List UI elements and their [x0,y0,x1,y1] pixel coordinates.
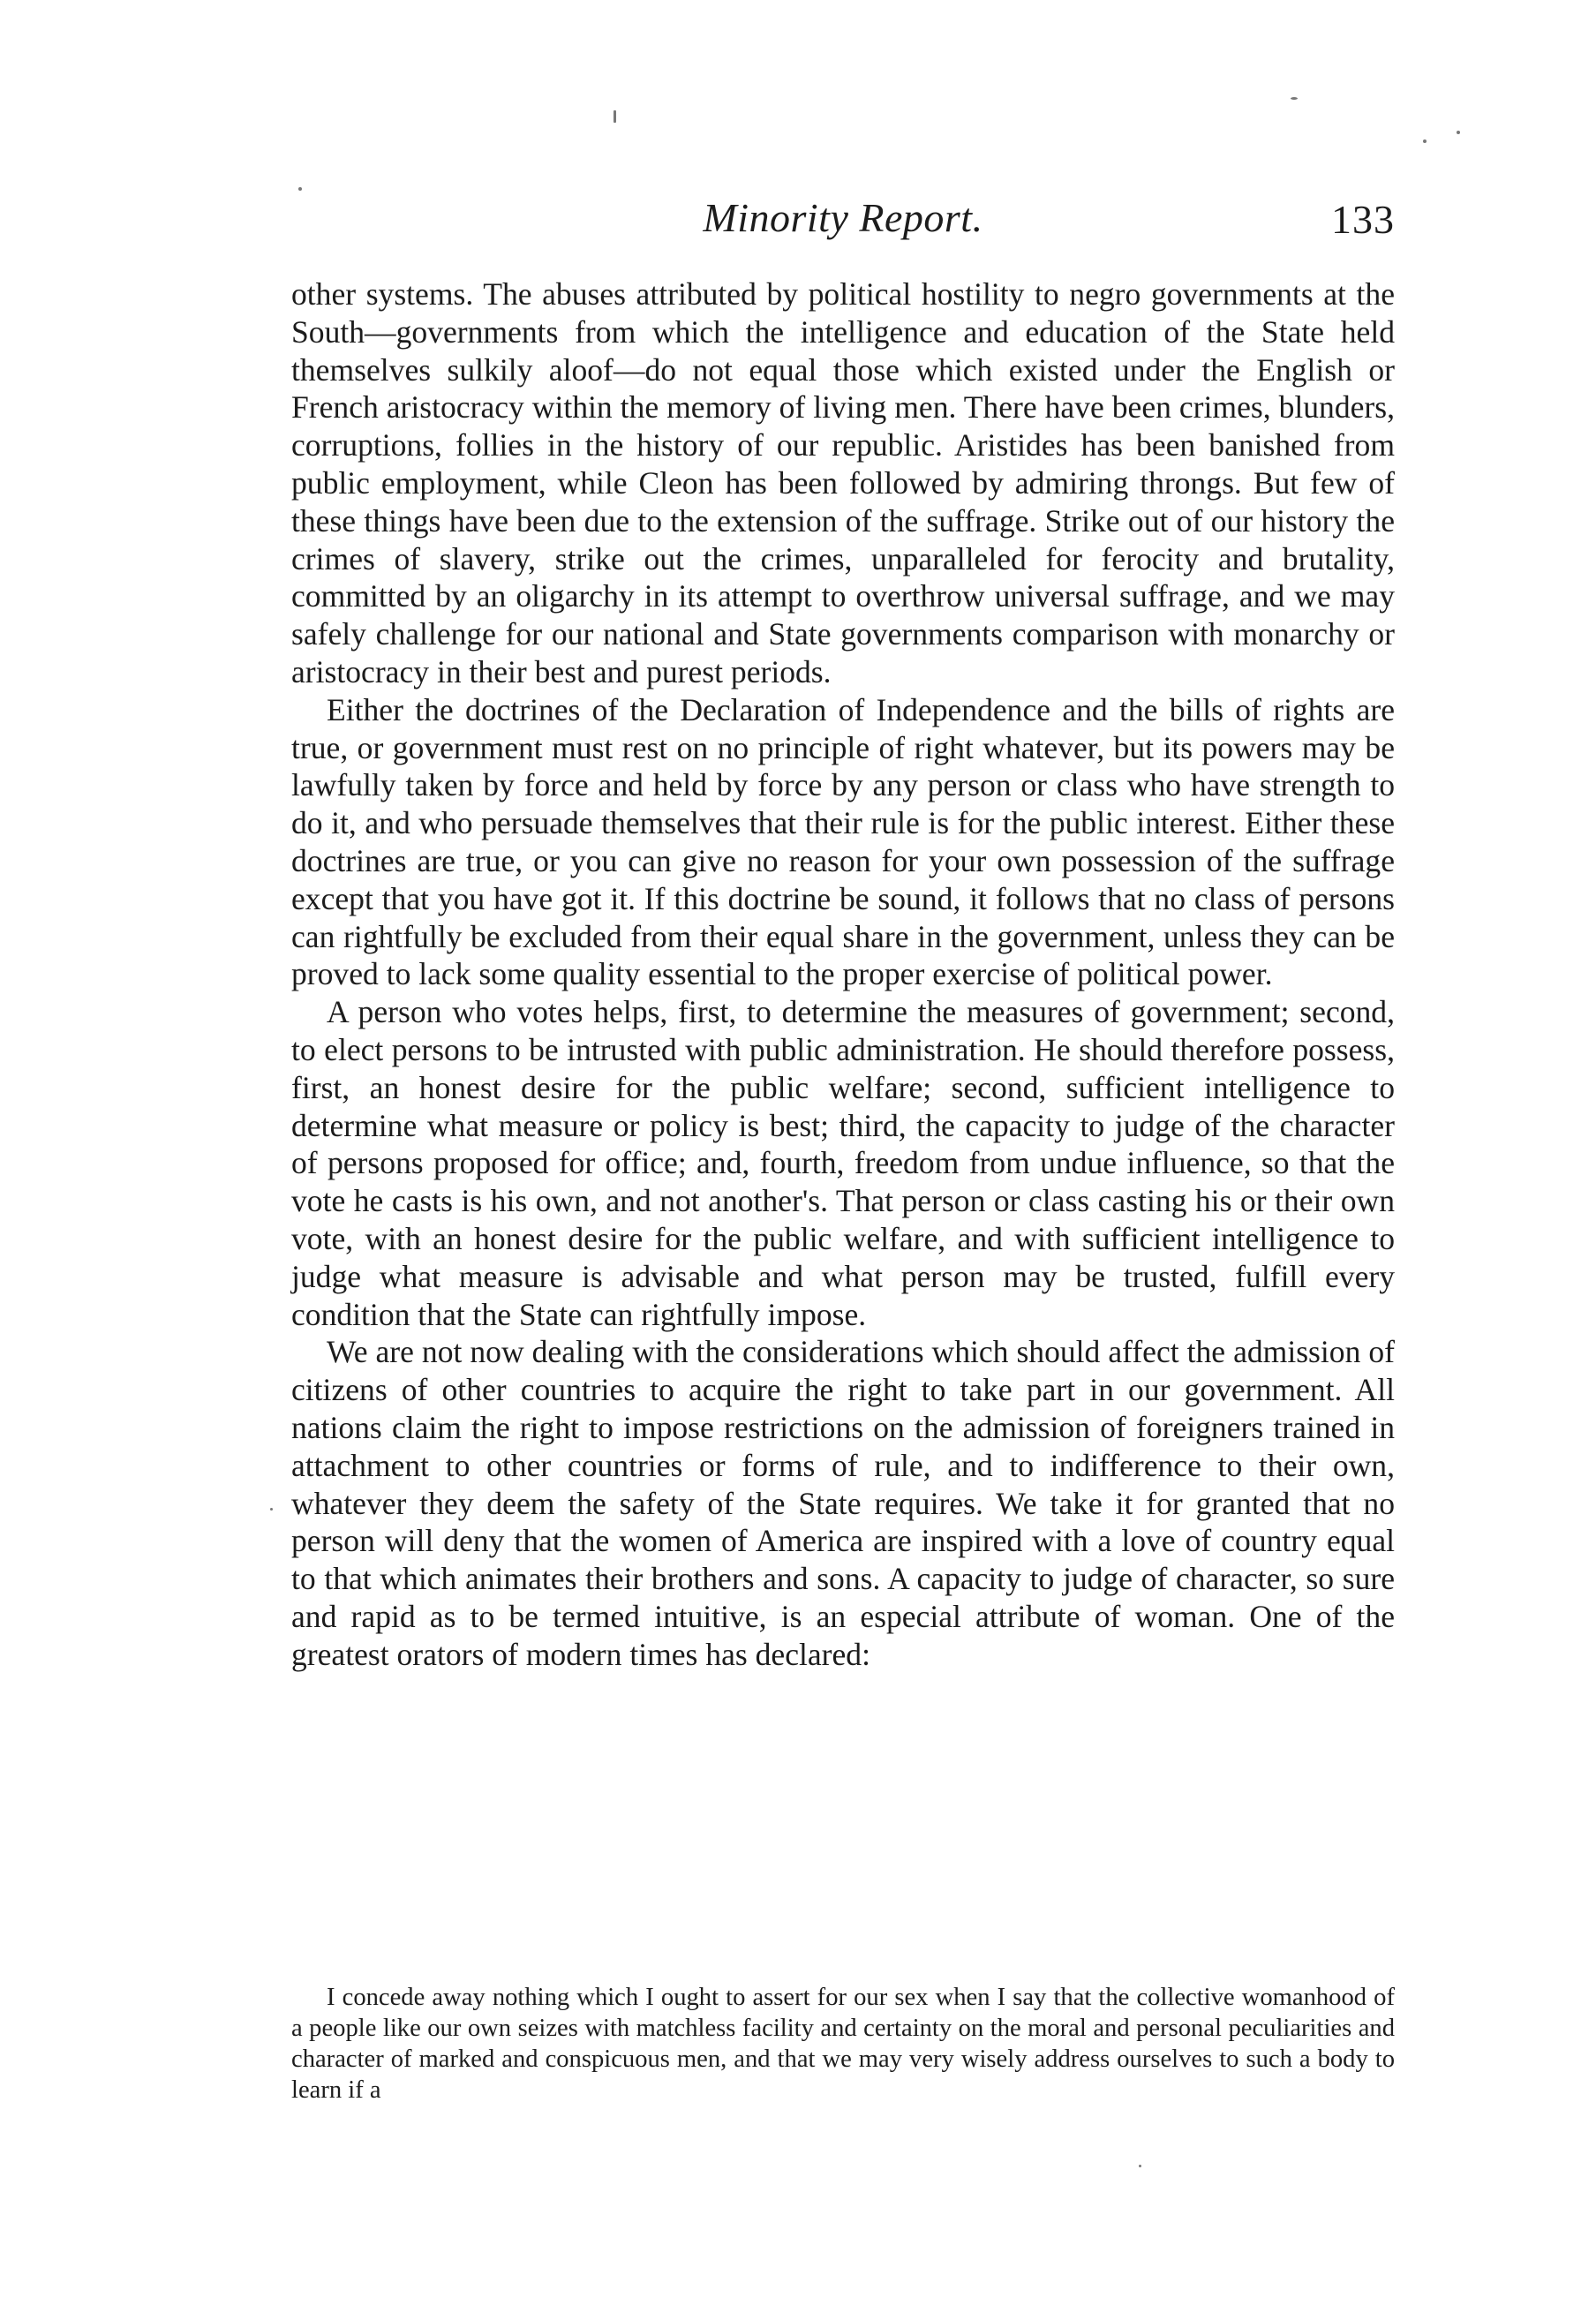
scan-speck [614,110,616,123]
running-head [291,187,1395,249]
block-quote: I concede away nothing which I ought to assert for our sex when I say that the collective womanhood of a people like our own seizes with matchless facility and certainty on the moral and personal peculiarities and character of marked and conspicuous men, and that we may very wisely address ourselves to such a body to learn if a [291,1984,1395,2104]
paragraph-2: Either the doctrines of the Declaration of Independence and the bills of rights are true, or government must rest on no principle of right whatever, but its powers may be lawfully taken by force and held by force by any person or class who have strength to do it, and who persuade themselves that their rule is for the public interest. Either these doctrines are true, or you can give no reason for your own possession of the suffrage except that you have got it. If this doctrine be sound, it follows that no class of persons can rightfully be excluded from their equal share in the government, unless they can be proved to lack some quality essential to the proper exercise of political power. [291,691,1395,992]
scan-speck [298,187,302,191]
running-title: Minority Report. [703,195,983,240]
scan-speck [1457,131,1460,134]
paragraph-4: We are not now dealing with the considerations which should affect the admission of citizens of other countries to acquire the right to take part in our government. All nations claim the right to impose restrictions on the admission of foreigners trained in attachment to other countries or forms of rule, and to indifference to their own, whatever they deem the safety of the State requires. We take it for granted that no person will deny that the women of America are inspired with a love of country equal to that which animates their brothers and sons. A capacity to judge of character, so sure and rapid as to be termed intuitive, is an especial attribute of woman. One of the greatest orators of modern times has declared: [291,1334,1395,1672]
scan-speck [1423,139,1427,143]
page-number: 133 [1331,197,1395,242]
scan-speck [270,1508,273,1511]
scan-speck [1139,2165,1141,2167]
paragraph-3: A person who votes helps, first, to determine the measures of government; second, to elect persons to be intrusted with public administration. He should therefore possess, first, an honest desire for the public welfare; second, sufficient intelligence to determine what measure or policy is best; third, the capacity to judge of the character of persons proposed for office; and, fourth, freedom from undue influence, so that the vote he casts is his own, and not another's. That person or class casting his or their own vote, with an honest desire for the public welfare, and with sufficient intelligence to judge what measure is advisable and what person may be trusted, fulfill every condition that the State can rightfully impose. [291,994,1395,1332]
paragraph-1: other systems. The abuses attributed by political hostility to negro governments at the South—governments from which the intelligence and education of the State held themselves sulkily aloof—do not equal those which existed under the English or French aristocracy within the memory of living men. There have been crimes, blunders, corruptions, follies in the history of our republic. Aristides has been banished from public employment, while Cleon has been followed by admiring throngs. But few of these things have been due to the extension of the suffrage. Strike out of our history the crimes of slavery, strike out the crimes, unparalleled for ferocity and brutality, committed by an oligarchy in its attempt to overthrow universal suffrage, and we may safely challenge for our national and State governments comparison with monarchy or aristocracy in their best and purest periods. [291,276,1395,689]
body-text [291,275,1395,1673]
scan-speck [1291,97,1298,100]
